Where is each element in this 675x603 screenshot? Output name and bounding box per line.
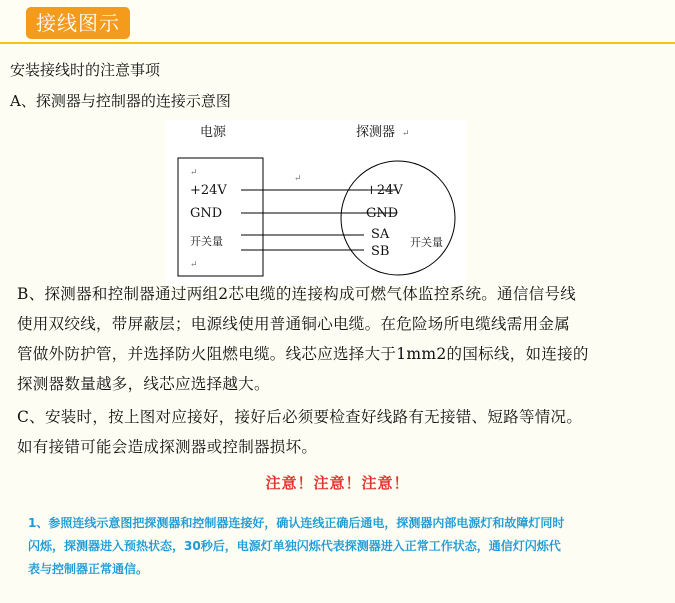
detector-return-mark: ↵ <box>402 129 410 139</box>
return-mark: ↵ <box>190 168 198 178</box>
note-line: 1、参照连线示意图把探测器和控制器连接好，确认连线正确后通电，探测器内部电源灯和故障灯同时 <box>28 516 565 530</box>
paragraph-line: 管做外防护管，并选择防火阻燃电缆。线芯应选择大于1mm2的国标线，如连接的 <box>17 345 589 363</box>
return-mark: ↵ <box>190 260 198 270</box>
page-title: 接线图示 <box>26 7 130 39</box>
section-c-paragraph <box>17 402 663 462</box>
left-terminal-gnd: GND <box>190 206 223 221</box>
usage-note <box>28 512 658 581</box>
header-divider <box>0 42 675 44</box>
paragraph-line: B、探测器和控制器通过两组2芯电缆的连接构成可燃气体监控系统。通信信号线 <box>17 285 577 303</box>
paragraph-line: 如有接错可能会造成探测器或控制器损坏。 <box>17 438 318 456</box>
power-label: 电源 <box>200 125 227 140</box>
left-terminal-switch: 开关量 <box>190 235 223 248</box>
right-terminal-gnd: GND <box>366 206 399 221</box>
note-line: 表与控制器正常通信。 <box>28 562 149 576</box>
detector-label: 探测器 <box>356 125 396 140</box>
paragraph-line: 使用双绞线，带屏蔽层；电源线使用普通铜心电缆。在危险场所电缆线需用金属 <box>17 315 571 333</box>
paragraph-line: C、安装时，按上图对应接好，接好后必须要检查好线路有无接错、短路等情况。 <box>17 408 583 426</box>
section-b-paragraph <box>17 279 663 399</box>
return-mark: ↵ <box>294 174 302 184</box>
paragraph-line: 探测器数量越多，线芯应选择越大。 <box>17 375 270 393</box>
right-terminal-sa: SA <box>371 227 390 242</box>
note-line: 闪烁，探测器进入预热状态，30秒后，电源灯单独闪烁代表探测器进入正常工作状态，通信灯闪烁代 <box>28 539 561 553</box>
left-terminal-24v: +24V <box>190 183 227 198</box>
wiring-diagram <box>166 120 466 285</box>
right-terminal-24v: +24V <box>366 183 403 198</box>
section-a-heading: A、探测器与控制器的连接示意图 <box>10 92 231 110</box>
warning-text: 注意！注意！注意！ <box>265 474 410 492</box>
right-terminal-sb: SB <box>371 244 390 259</box>
intro-heading: 安装接线时的注意事项 <box>10 61 161 79</box>
wiring-lines <box>166 120 466 285</box>
right-switch-label: 开关量 <box>410 236 443 249</box>
